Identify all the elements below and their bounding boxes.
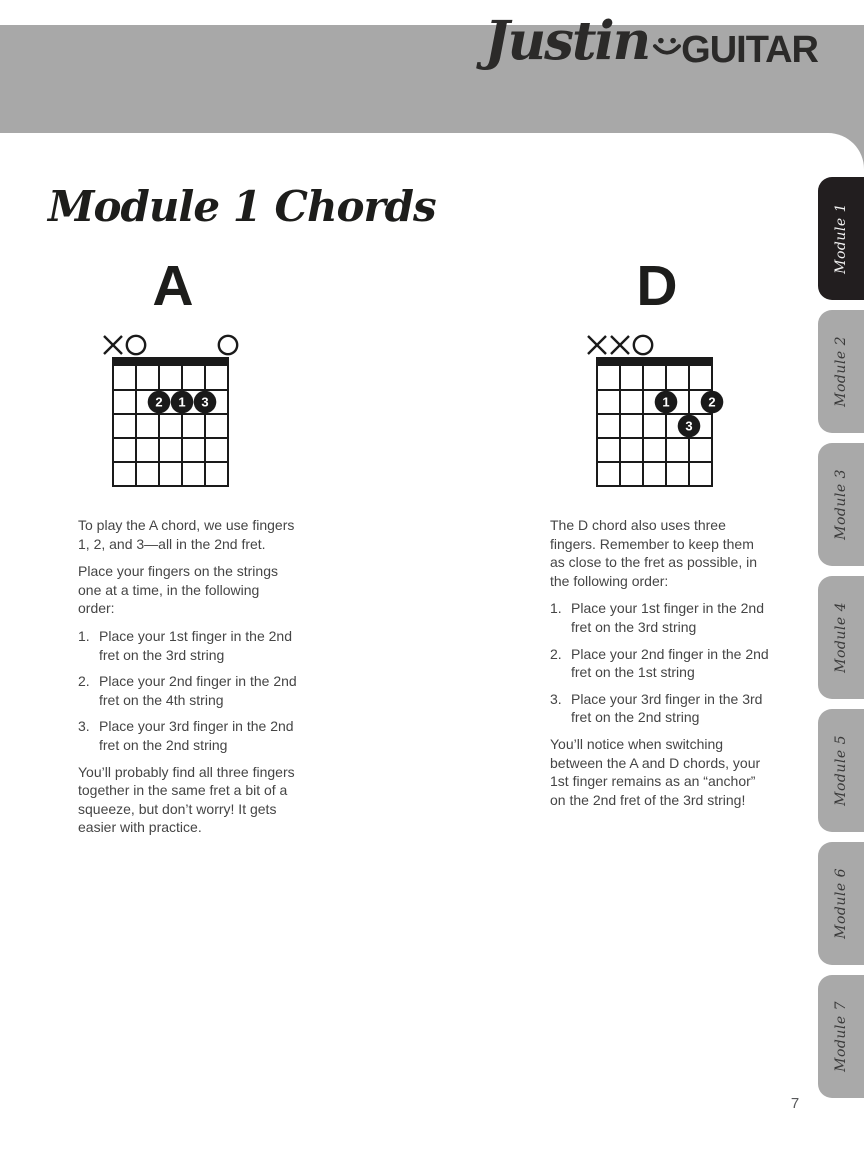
- svg-text:1: 1: [662, 394, 670, 410]
- tab-module-1[interactable]: [818, 177, 864, 300]
- tab-module-6[interactable]: [818, 842, 864, 965]
- svg-text:3: 3: [685, 418, 693, 434]
- tab-module-7[interactable]: [818, 975, 864, 1098]
- step-item: [78, 672, 298, 709]
- logo-justin-text: Justin: [484, 10, 650, 72]
- step-text: Place your 3rd finger in the 3rd fret on the 2nd string: [571, 690, 763, 726]
- svg-text:3: 3: [201, 394, 209, 410]
- paragraph: To play the A chord, we use fingers 1, 2, and 3—all in the 2nd fret.: [78, 517, 295, 552]
- step-item: [78, 717, 298, 754]
- step-text: Place your 3rd finger in the 2nd fret on the 2nd string: [99, 718, 294, 753]
- tab-label: Module 7: [833, 1001, 849, 1072]
- paragraph: Place your fingers on the strings one at a time, in the following order:: [78, 563, 278, 617]
- tab-module-4[interactable]: [818, 576, 864, 699]
- tab-label: Module 5: [833, 735, 849, 806]
- tab-label: Module 6: [833, 868, 849, 939]
- paragraph: The D chord also uses three fingers. Remember to keep them as close to the fret as possible, in the following order:: [550, 517, 757, 589]
- tab-label: Module 4: [833, 602, 849, 673]
- chord-letter-a: A: [152, 254, 194, 318]
- svg-text:2: 2: [708, 394, 716, 410]
- step-number: 2.: [78, 673, 90, 690]
- step-item: [550, 645, 770, 682]
- step-text: Place your 1st finger in the 2nd fret on the 3rd string: [571, 600, 765, 635]
- chord-instructions-d: [550, 516, 770, 818]
- tab-label: Module 1: [833, 203, 849, 274]
- page-title: Module 1 Chords: [48, 182, 436, 231]
- justinguitar-logo: [485, 12, 818, 72]
- tab-module-2[interactable]: [818, 310, 864, 433]
- step-number: 3.: [550, 690, 562, 707]
- step-item: [550, 599, 770, 636]
- tab-module-3[interactable]: [818, 443, 864, 566]
- tab-label: Module 3: [833, 469, 849, 540]
- paragraph: You’ll probably find all three fingers together in the same fret a bit of a squeeze, but don’t worry! It gets easier with practice.: [78, 763, 295, 836]
- tab-module-5[interactable]: [818, 709, 864, 832]
- svg-text:2: 2: [155, 394, 163, 410]
- chord-letter-d: D: [636, 254, 678, 318]
- step-number: 1.: [78, 627, 90, 644]
- step-text: Place your 2nd finger in the 2nd fret on the 1st string: [571, 645, 769, 681]
- chord-diagram-a: [100, 330, 246, 492]
- step-number: 2.: [550, 645, 562, 662]
- step-item: [78, 627, 298, 664]
- chord-diagram-d: [584, 330, 730, 492]
- tab-label: Module 2: [833, 336, 849, 407]
- step-text: Place your 1st finger in the 2nd fret on the 3rd string: [99, 627, 293, 663]
- step-number: 1.: [550, 600, 562, 617]
- step-item: [550, 690, 770, 727]
- chord-instructions-a: [78, 516, 298, 846]
- step-text: Place your 2nd finger in the 2nd fret on the 4th string: [99, 673, 297, 708]
- step-number: 3.: [78, 718, 90, 735]
- page-number: 7: [790, 1095, 800, 1112]
- svg-text:1: 1: [178, 394, 186, 410]
- logo-guitar-text: GUITAR: [681, 29, 818, 71]
- paragraph: You’ll notice when switching between the A and D chords, your 1st finger remains as an “anchor” on the 2nd fret of the 3rd string!: [550, 735, 761, 808]
- smiley-icon: [651, 34, 683, 67]
